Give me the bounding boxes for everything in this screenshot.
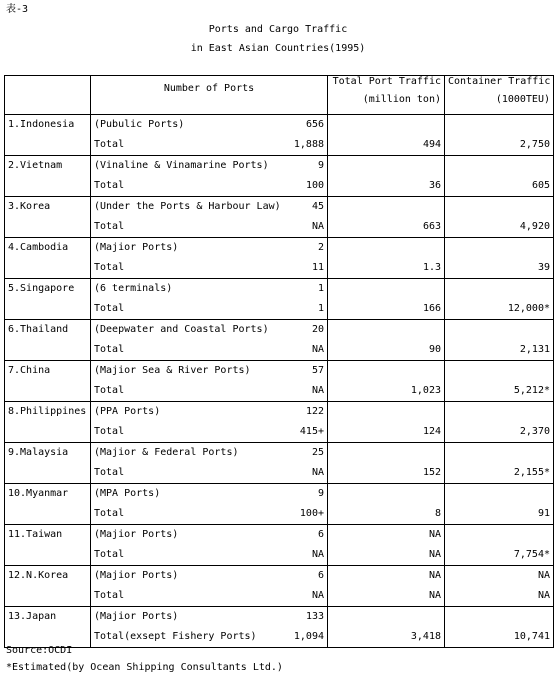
port-category: (Pubulic Ports) xyxy=(94,119,185,130)
traffic-value: NA xyxy=(428,590,441,601)
port-category: (Deepwater and Coastal Ports) xyxy=(94,324,269,335)
container-cell xyxy=(445,607,554,648)
ports-cell xyxy=(91,320,328,361)
country-name: 2.Vietnam xyxy=(8,160,63,171)
traffic-cell xyxy=(328,525,445,566)
port-total-label: Total(exsept Fishery Ports) xyxy=(94,631,257,642)
traffic-cell xyxy=(328,115,445,156)
port-total-count: NA xyxy=(311,385,324,396)
container-value: 2,131 xyxy=(519,344,550,355)
port-category: (Majior Ports) xyxy=(94,529,179,540)
traffic-cell xyxy=(328,320,445,361)
country-cell xyxy=(5,361,91,402)
port-category-count: 122 xyxy=(305,406,324,417)
port-category: (MPA Ports) xyxy=(94,488,161,499)
traffic-value: 494 xyxy=(422,139,441,150)
traffic-value: 166 xyxy=(422,303,441,314)
country-cell xyxy=(5,279,91,320)
country-name: 8.Philippines xyxy=(8,406,87,417)
port-category: (Majior & Federal Ports) xyxy=(94,447,239,458)
port-total-count: 1,888 xyxy=(293,139,324,150)
container-cell xyxy=(445,156,554,197)
port-total-count: NA xyxy=(311,221,324,232)
port-category-line xyxy=(94,320,324,340)
port-category: (Majior Ports) xyxy=(94,611,179,622)
header-row xyxy=(5,76,554,115)
header-number-of-ports xyxy=(91,76,328,115)
country-name: 4.Cambodia xyxy=(8,242,69,253)
container-value: 605 xyxy=(531,180,550,191)
container-value: 2,370 xyxy=(519,426,550,437)
ports-cell xyxy=(91,402,328,443)
ports-cell xyxy=(91,484,328,525)
footnote: *Estimated(by Ocean Shipping Consultants Ltd.) xyxy=(6,662,283,673)
traffic-cell xyxy=(328,607,445,648)
container-value: 10,741 xyxy=(513,631,550,642)
port-category-line xyxy=(94,484,324,504)
port-category-count: 2 xyxy=(317,242,324,253)
table-row xyxy=(5,238,554,279)
container-top-value xyxy=(448,443,550,463)
port-total-label: Total xyxy=(94,508,125,519)
port-total-line xyxy=(94,135,324,155)
traffic-value: 663 xyxy=(422,221,441,232)
container-top-value xyxy=(448,279,550,299)
port-category-line xyxy=(94,607,324,627)
container-top-value xyxy=(448,361,550,381)
country-cell xyxy=(5,607,91,648)
table-row xyxy=(5,607,554,648)
traffic-value: 90 xyxy=(428,344,441,355)
container-value: 39 xyxy=(537,262,550,273)
port-total-count: 100+ xyxy=(299,508,324,519)
container-cell xyxy=(445,443,554,484)
container-cell xyxy=(445,279,554,320)
port-total-count: 100 xyxy=(305,180,324,191)
country-cell xyxy=(5,197,91,238)
traffic-value: 3,418 xyxy=(410,631,441,642)
container-top-value xyxy=(448,197,550,217)
traffic-cell xyxy=(328,156,445,197)
port-total-label: Total xyxy=(94,590,125,601)
traffic-top-value: NA xyxy=(428,529,441,540)
traffic-cell xyxy=(328,279,445,320)
ports-cell xyxy=(91,443,328,484)
traffic-cell xyxy=(328,197,445,238)
header-traffic-unit: (million ton) xyxy=(362,94,441,105)
port-category-count: 133 xyxy=(305,611,324,622)
traffic-top-value xyxy=(331,279,441,299)
container-value: 91 xyxy=(537,508,550,519)
port-total-label: Total xyxy=(94,221,125,232)
port-total-label: Total xyxy=(94,303,125,314)
header-container-unit: (1000TEU) xyxy=(495,94,550,105)
table-row xyxy=(5,156,554,197)
traffic-top-value xyxy=(331,238,441,258)
country-name: 3.Korea xyxy=(8,201,51,212)
port-category-line xyxy=(94,156,324,176)
table-row xyxy=(5,566,554,607)
port-total-line xyxy=(94,586,324,606)
ports-cell xyxy=(91,238,328,279)
port-category-count: 9 xyxy=(317,488,324,499)
port-total-line xyxy=(94,176,324,196)
country-cell xyxy=(5,443,91,484)
header-container-label: Container Traffic xyxy=(448,76,551,87)
traffic-top-value: NA xyxy=(428,570,441,581)
container-top-value xyxy=(448,607,550,627)
port-category-line xyxy=(94,525,324,545)
traffic-top-value xyxy=(331,197,441,217)
traffic-top-value xyxy=(331,361,441,381)
port-total-count: 1,094 xyxy=(293,631,324,642)
traffic-top-value xyxy=(331,443,441,463)
ports-cell xyxy=(91,361,328,402)
port-total-line xyxy=(94,422,324,442)
port-total-count: 11 xyxy=(311,262,324,273)
container-top-value xyxy=(448,238,550,258)
traffic-cell xyxy=(328,484,445,525)
port-total-line xyxy=(94,381,324,401)
traffic-value: NA xyxy=(428,549,441,560)
port-total-count: 1 xyxy=(317,303,324,314)
traffic-cell xyxy=(328,402,445,443)
table-row xyxy=(5,525,554,566)
country-cell xyxy=(5,525,91,566)
port-total-label: Total xyxy=(94,262,125,273)
port-category-line xyxy=(94,279,324,299)
traffic-cell xyxy=(328,238,445,279)
container-value: 4,920 xyxy=(519,221,550,232)
port-total-line xyxy=(94,217,324,237)
port-category-line xyxy=(94,402,324,422)
container-top-value xyxy=(448,156,550,176)
country-name: 10.Myanmar xyxy=(8,488,69,499)
country-name: 11.Taiwan xyxy=(8,529,63,540)
country-name: 9.Malaysia xyxy=(8,447,69,458)
table-row xyxy=(5,197,554,238)
port-category-count: 6 xyxy=(317,570,324,581)
header-traffic-label: Total Port Traffic xyxy=(332,76,441,87)
container-value: 2,155* xyxy=(513,467,550,478)
port-total-label: Total xyxy=(94,139,125,150)
country-name: 1.Indonesia xyxy=(8,119,75,130)
container-cell xyxy=(445,525,554,566)
header-country-cell xyxy=(5,76,91,115)
container-value: 7,754* xyxy=(513,549,550,560)
traffic-cell xyxy=(328,566,445,607)
port-category: (Majior Ports) xyxy=(94,570,179,581)
container-cell xyxy=(445,197,554,238)
source-note: Source:OCDI xyxy=(6,645,73,656)
container-cell xyxy=(445,115,554,156)
ports-cell xyxy=(91,566,328,607)
port-category-count: 45 xyxy=(311,201,324,212)
port-category-line xyxy=(94,197,324,217)
ports-cell xyxy=(91,197,328,238)
ports-table xyxy=(4,75,554,648)
table-row xyxy=(5,115,554,156)
ports-cell xyxy=(91,607,328,648)
port-category-count: 656 xyxy=(305,119,324,130)
port-total-line xyxy=(94,340,324,360)
port-category-line xyxy=(94,566,324,586)
port-total-label: Total xyxy=(94,426,125,437)
table-row xyxy=(5,320,554,361)
traffic-value: 124 xyxy=(422,426,441,437)
container-cell xyxy=(445,320,554,361)
country-cell xyxy=(5,115,91,156)
ports-cell xyxy=(91,279,328,320)
port-category-count: 20 xyxy=(311,324,324,335)
table-row xyxy=(5,443,554,484)
table-row xyxy=(5,361,554,402)
container-cell xyxy=(445,238,554,279)
container-cell xyxy=(445,566,554,607)
port-total-line xyxy=(94,627,324,647)
traffic-top-value xyxy=(331,402,441,422)
port-category-count: 9 xyxy=(317,160,324,171)
container-top-value xyxy=(448,115,550,135)
ports-cell xyxy=(91,156,328,197)
port-total-count: NA xyxy=(311,590,324,601)
port-category-count: 6 xyxy=(317,529,324,540)
traffic-value: 1.3 xyxy=(422,262,441,273)
header-total-port-traffic xyxy=(328,76,445,115)
traffic-cell xyxy=(328,361,445,402)
table-row xyxy=(5,402,554,443)
country-cell xyxy=(5,320,91,361)
table-subtitle: in East Asian Countries(1995) xyxy=(190,43,366,54)
country-cell xyxy=(5,566,91,607)
port-category-count: 57 xyxy=(311,365,324,376)
container-top-value xyxy=(448,484,550,504)
container-top-value xyxy=(448,320,550,340)
container-value: 2,750 xyxy=(519,139,550,150)
country-name: 13.Japan xyxy=(8,611,57,622)
table-title: Ports and Cargo Traffic xyxy=(208,24,348,35)
port-category: (PPA Ports) xyxy=(94,406,161,417)
port-total-label: Total xyxy=(94,344,125,355)
port-total-count: 415+ xyxy=(299,426,324,437)
port-total-count: NA xyxy=(311,467,324,478)
country-name: 6.Thailand xyxy=(8,324,69,335)
container-cell xyxy=(445,484,554,525)
port-total-line xyxy=(94,545,324,565)
traffic-top-value xyxy=(331,484,441,504)
ports-cell xyxy=(91,115,328,156)
traffic-value: 152 xyxy=(422,467,441,478)
port-category: (Under the Ports & Harbour Law) xyxy=(94,201,281,212)
container-value: 5,212* xyxy=(513,385,550,396)
port-category: (6 terminals) xyxy=(94,283,173,294)
port-category-count: 25 xyxy=(311,447,324,458)
traffic-top-value xyxy=(331,607,441,627)
port-category-line xyxy=(94,443,324,463)
country-name: 7.China xyxy=(8,365,51,376)
traffic-top-value xyxy=(331,115,441,135)
port-category-line xyxy=(94,115,324,135)
port-total-count: NA xyxy=(311,549,324,560)
country-name: 5.Singapore xyxy=(8,283,75,294)
port-category-line xyxy=(94,238,324,258)
country-cell xyxy=(5,238,91,279)
port-total-label: Total xyxy=(94,385,125,396)
port-category: (Majior Ports) xyxy=(94,242,179,253)
traffic-top-value xyxy=(331,320,441,340)
traffic-top-value xyxy=(331,156,441,176)
port-total-label: Total xyxy=(94,467,125,478)
container-value: NA xyxy=(537,590,550,601)
traffic-cell xyxy=(328,443,445,484)
container-top-value xyxy=(448,402,550,422)
container-top-value xyxy=(448,525,550,545)
port-category-line xyxy=(94,361,324,381)
header-ports-label: Number of Ports xyxy=(163,83,255,94)
table-row xyxy=(5,279,554,320)
country-name: 12.N.Korea xyxy=(8,570,69,581)
ports-cell xyxy=(91,525,328,566)
port-total-count: NA xyxy=(311,344,324,355)
port-category-count: 1 xyxy=(317,283,324,294)
table-row xyxy=(5,484,554,525)
port-total-label: Total xyxy=(94,549,125,560)
country-cell xyxy=(5,484,91,525)
container-top-value: NA xyxy=(537,570,550,581)
port-category: (Majior Sea & River Ports) xyxy=(94,365,251,376)
header-container-traffic xyxy=(445,76,554,115)
container-value: 12,000* xyxy=(507,303,550,314)
port-total-line xyxy=(94,258,324,278)
port-category: (Vinaline & Vinamarine Ports) xyxy=(94,160,269,171)
ports-table-body xyxy=(5,76,554,648)
container-cell xyxy=(445,361,554,402)
traffic-value: 1,023 xyxy=(410,385,441,396)
container-cell xyxy=(445,402,554,443)
port-total-line xyxy=(94,504,324,524)
document-label: 表-3 xyxy=(6,4,29,15)
traffic-value: 36 xyxy=(428,180,441,191)
port-total-line xyxy=(94,463,324,483)
port-total-label: Total xyxy=(94,180,125,191)
traffic-value: 8 xyxy=(434,508,441,519)
country-cell xyxy=(5,402,91,443)
country-cell xyxy=(5,156,91,197)
port-total-line xyxy=(94,299,324,319)
